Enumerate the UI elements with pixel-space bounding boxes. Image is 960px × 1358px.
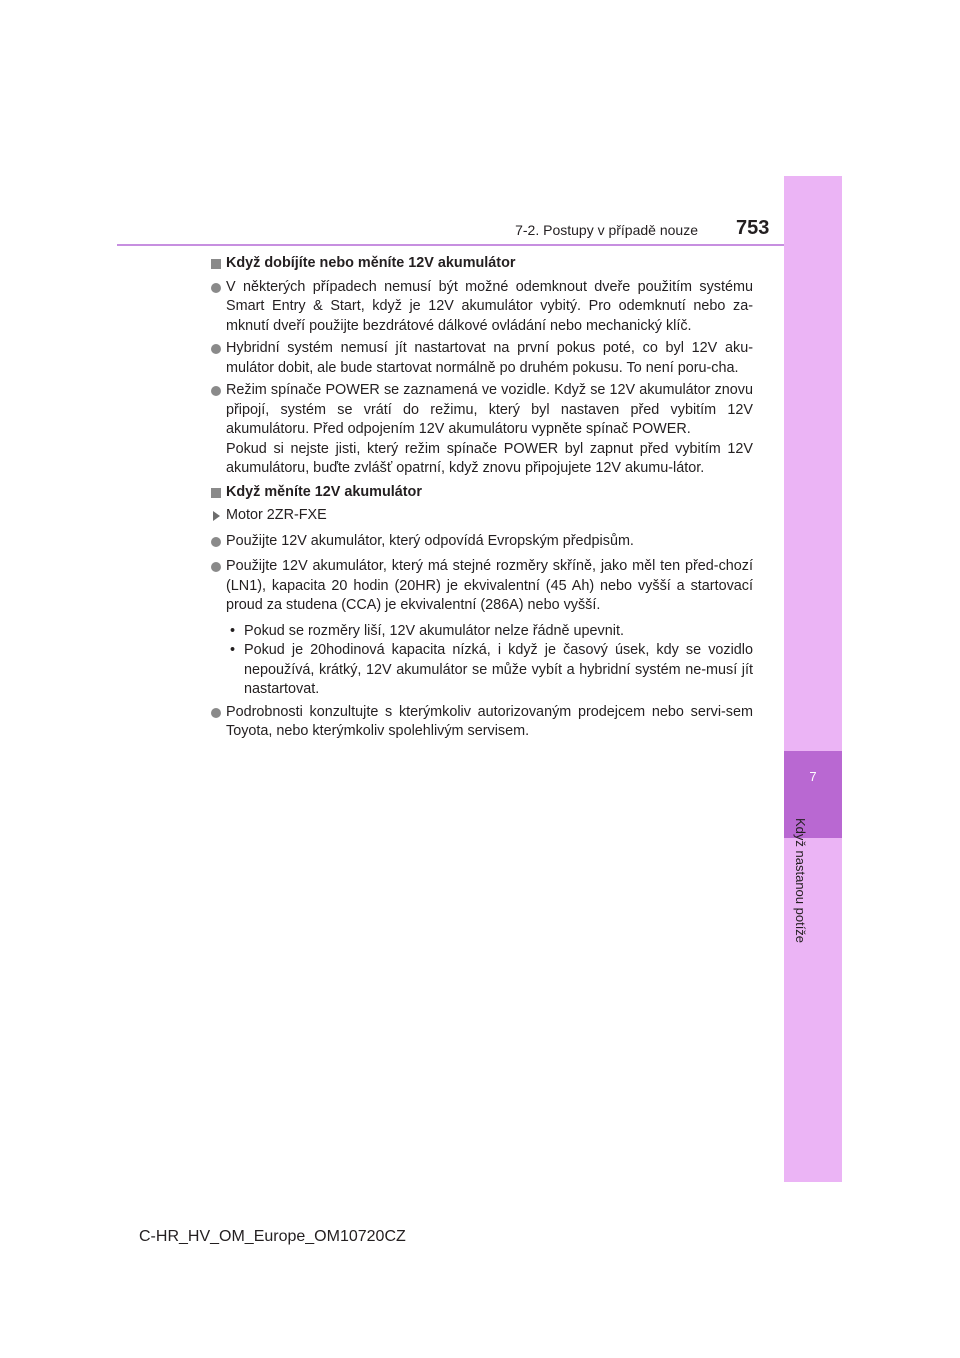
engine-label-text: Motor 2ZR-FXE	[226, 507, 327, 523]
chapter-number: 7	[809, 769, 817, 784]
square-bullet-icon	[211, 488, 221, 498]
list-item-text: V některých případech nemusí být možné odemknout dveře použitím systému Smart Entry & Start, když je 12V akumulátor vybitý. Pro odemknutí nebo za-mknutí dveří použijte bezdrátové dálkové ovládání nebo mechanický klíč.	[226, 278, 753, 334]
list-item-text: Podrobnosti konzultujte s kterýmkoliv autorizovaným prodejcem nebo servi-sem Toyota, nebo kterýmkoliv spolehlivým servisem.	[226, 703, 753, 739]
small-bullet-icon: •	[230, 642, 236, 658]
sub-list-item	[226, 622, 753, 642]
list-item-text: Použijte 12V akumulátor, který odpovídá Evropským předpisům.	[226, 532, 634, 549]
triangle-arrow-icon	[213, 511, 220, 521]
sub-list-item-text: Pokud je 20hodinová kapacita nízká, i když je časový úsek, kdy se vozidlo nepoužívá, krátký, 12V akumulátor se může vybít a hybridní systém ne-musí jít nastartovat.	[244, 642, 753, 697]
section-heading-text: Když dobíjíte nebo měníte 12V akumulátor	[226, 255, 516, 271]
list-item	[211, 278, 753, 337]
chapter-side-tab	[784, 176, 842, 1182]
page-content	[211, 254, 753, 745]
header-section-title: 7-2. Postupy v případě nouze	[515, 222, 698, 238]
sub-list-item-text: Pokud se rozměry liší, 12V akumulátor nelze řádně upevnit.	[244, 622, 624, 639]
list-item-text: Režim spínače POWER se zaznamená ve vozidle. Když se 12V akumulátor znovu připojí, systém se vrátí do režimu, který byl nastaven před vybitím 12V akumulátoru. Před odpojením 12V akumulátoru vypněte spínač POWER.	[226, 382, 753, 437]
circle-bullet-icon	[211, 386, 221, 396]
circle-bullet-icon	[211, 562, 221, 572]
circle-bullet-icon	[211, 283, 221, 293]
circle-bullet-icon	[211, 344, 221, 354]
list-item	[211, 381, 753, 479]
list-item	[211, 703, 753, 742]
list-item-text: Pokud si nejste jisti, který režim spínače POWER byl zapnut před vybitím 12V akumulátoru, buďte zvlášť opatrní, když znovu připojujete 12V akumu-látor.	[226, 440, 753, 476]
list-item	[211, 339, 753, 378]
circle-bullet-icon	[211, 537, 221, 547]
section-heading	[211, 254, 753, 274]
page-number: 753	[736, 217, 770, 239]
circle-bullet-icon	[211, 708, 221, 718]
square-bullet-icon	[211, 259, 221, 269]
list-item	[211, 532, 753, 552]
engine-label	[211, 506, 753, 526]
chapter-title: Když nastanou potíže	[793, 818, 808, 944]
list-item-text: Hybridní systém nemusí jít nastartovat na první pokus poté, co byl 12V aku-mulátor dobit, ale bude startovat normálně po druhém pokusu. To není poru-cha.	[226, 340, 753, 376]
small-bullet-icon: •	[230, 622, 236, 639]
section-heading	[211, 483, 753, 503]
list-item	[211, 557, 753, 700]
header-rule	[117, 244, 784, 246]
section-heading-text: Když měníte 12V akumulátor	[226, 483, 422, 500]
document-code: C-HR_HV_OM_Europe_OM10720CZ	[139, 1228, 406, 1245]
sub-list	[226, 622, 753, 700]
sub-list-item	[226, 641, 753, 700]
list-item-text: Použijte 12V akumulátor, který má stejné rozměry skříně, jako měl ten před-chozí (LN1), kapacita 20 hodin (20HR) je ekvivalentní (45 Ah) nebo vyšší a startovací proud za studena (CCA) je ekvivalentní (286A) nebo vyšší.	[226, 558, 753, 613]
